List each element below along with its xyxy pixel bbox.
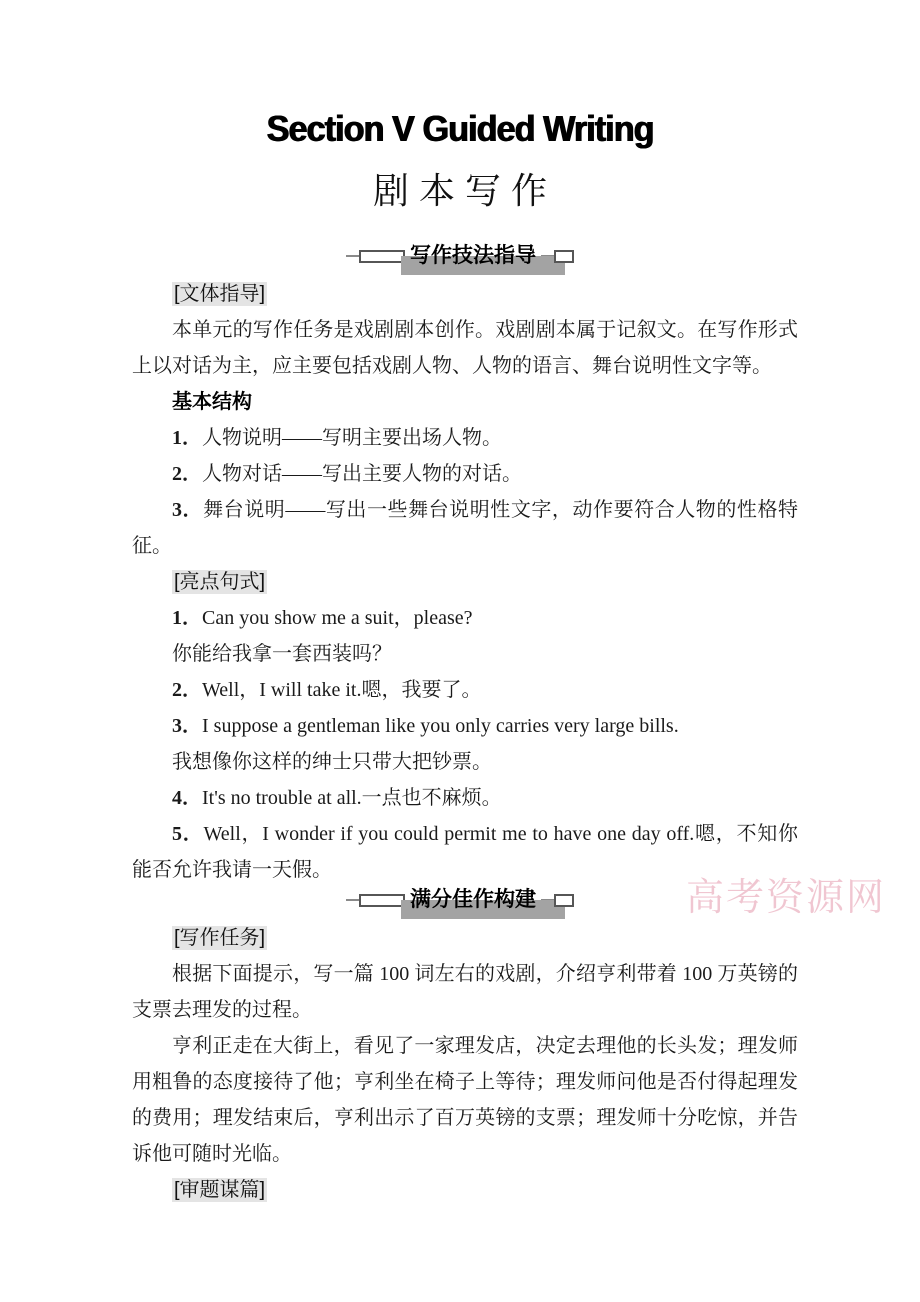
document-body xyxy=(0,106,920,1208)
banner-writing-guide xyxy=(0,238,920,274)
structure-item-2 xyxy=(132,456,798,492)
label-sentences: [亮点句式] xyxy=(174,571,266,593)
label-outline-row xyxy=(132,1172,798,1208)
item-text: 人物说明——写明主要出场人物。 xyxy=(202,427,502,449)
item-number: 1． xyxy=(172,427,202,449)
banner-ornament-left-icon xyxy=(359,894,405,907)
item-number: 3． xyxy=(172,715,202,737)
label-writing-task: [写作任务] xyxy=(174,927,266,949)
banner-dash-icon xyxy=(346,255,359,257)
item-number: 3． xyxy=(172,499,204,521)
sentence-en: It's no trouble at all.一点也不麻烦。 xyxy=(202,787,502,809)
sentence-item-1 xyxy=(132,600,798,636)
sentence-item-5 xyxy=(132,816,798,888)
paragraph-task-detail: 亨利正走在大街上，看见了一家理发店，决定去理他的长头发；理发师用粗鲁的态度接待了他；亨利坐在椅子上等待；理发师问他是否付得起理发的费用；理发结束后，亨利出示了百万英镑的支票；理发师十分吃惊，并告诉他可随时光临。 xyxy=(132,1035,798,1165)
label-outline: [审题谋篇] xyxy=(174,1179,266,1201)
structure-item-1 xyxy=(132,420,798,456)
banner-ornament-right-icon xyxy=(554,894,574,907)
sentence-en: I suppose a gentleman like you only carries very large bills. xyxy=(202,715,679,737)
sentence-item-4 xyxy=(132,780,798,816)
sentence-item-3 xyxy=(132,708,798,744)
item-number: 2． xyxy=(172,679,202,701)
banner-writing-guide-title: 写作技法指导 xyxy=(405,244,541,268)
heading-basic-structure: 基本结构 xyxy=(172,391,252,413)
page-title-zh: 剧本写作 xyxy=(372,171,557,211)
label-style-guide-row xyxy=(132,276,798,312)
sentence-en: Well，I wonder if you could permit me to have one day off.嗯，不知你能否允许我请一天假。 xyxy=(132,823,798,881)
banner-dash-icon xyxy=(346,899,359,901)
label-writing-task-row xyxy=(132,920,798,956)
structure-item-3 xyxy=(132,492,798,564)
item-number: 4． xyxy=(172,787,202,809)
sentence-en: Well，I will take it.嗯，我要了。 xyxy=(202,679,482,701)
item-number: 5． xyxy=(172,823,204,845)
item-text: 人物对话——写出主要人物的对话。 xyxy=(202,463,522,485)
paragraph-task-intro: 根据下面提示，写一篇 100 词左右的戏剧，介绍亨利带着 100 万英镑的支票去理发的过程。 xyxy=(132,963,798,1021)
label-sentences-row xyxy=(132,564,798,600)
sentence-item-1-trans: 你能给我拿一套西装吗？ xyxy=(172,643,392,665)
banner-model-essay-title: 满分佳作构建 xyxy=(405,888,541,912)
label-style-guide: [文体指导] xyxy=(174,283,266,305)
banner-ornament-left-icon xyxy=(359,250,405,263)
item-number: 2． xyxy=(172,463,202,485)
paragraph-style-guide: 本单元的写作任务是戏剧剧本创作。戏剧剧本属于记叙文。在写作形式上以对话为主，应主要包括戏剧人物、人物的语言、舞台说明性文字等。 xyxy=(132,319,798,377)
sentence-item-2 xyxy=(132,672,798,708)
banner-ornament-right-icon xyxy=(554,250,574,263)
sentence-item-3-trans: 我想像你这样的绅士只带大把钞票。 xyxy=(172,751,492,773)
item-number: 1． xyxy=(172,607,202,629)
item-text: 舞台说明——写出一些舞台说明性文字，动作要符合人物的性格特征。 xyxy=(132,499,799,557)
watermark: 高考资源网 xyxy=(686,877,887,919)
page-title-en: Section V Guided Writing xyxy=(266,108,654,149)
content-area xyxy=(0,276,920,888)
sentence-en: Can you show me a suit，please? xyxy=(202,607,473,629)
task-content-area xyxy=(0,920,920,1208)
